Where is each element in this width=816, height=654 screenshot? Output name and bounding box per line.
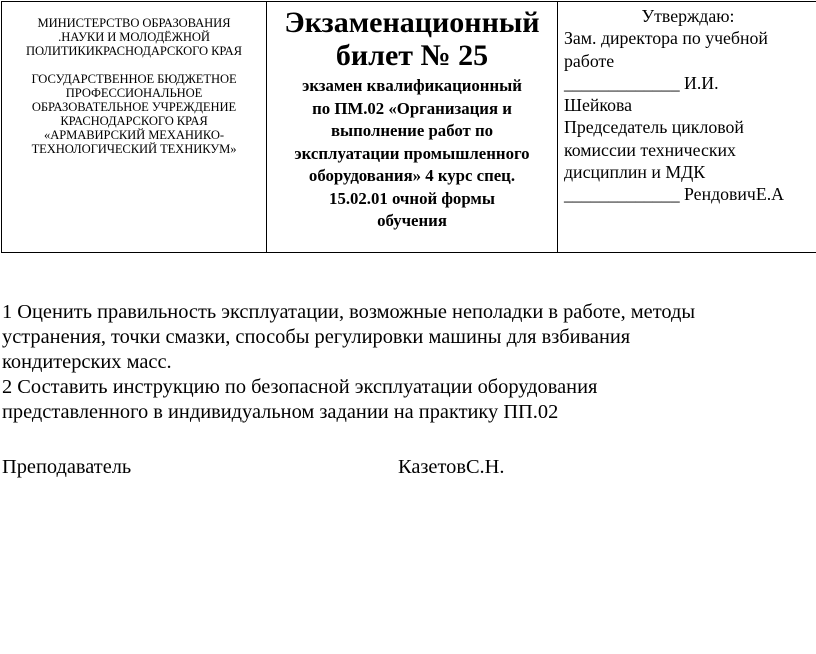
exam-questions	[2, 300, 802, 425]
question-line: устранения, точки смазки, способы регулировки машины для взбивания	[2, 326, 631, 348]
teacher-name: КазетовС.Н.	[398, 456, 505, 478]
ticket-subtitle	[267, 72, 557, 233]
question-line: 2 Составить инструкцию по безопасной эксплуатации оборудования	[2, 376, 598, 398]
ticket-title-line: Экзаменационный	[284, 6, 540, 39]
subtitle-line: по ПМ.02 «Организация и	[312, 98, 512, 118]
approval-signature-line: _____________ И.И.	[564, 72, 719, 93]
approval-line: Зам. директора по учебной	[564, 28, 768, 49]
subtitle-line: 15.02.01 очной формы	[329, 188, 495, 208]
teacher-label: Преподаватель	[2, 456, 132, 478]
org-line: МИНИСТЕРСТВО ОБРАЗОВАНИЯ	[37, 16, 231, 30]
approval-line: Шейкова	[564, 95, 633, 116]
ticket-title-cell	[267, 2, 558, 253]
approval-line: дисциплин и МДК	[564, 162, 706, 183]
organization-cell	[2, 2, 267, 253]
question-line: кондитерских масс.	[2, 351, 172, 373]
ticket-title	[267, 2, 557, 72]
subtitle-line: эксплуатации промышленного	[294, 143, 530, 163]
org-line: ПОЛИТИКИКРАСНОДАРСКОГО КРАЯ	[26, 44, 242, 58]
approval-line: Председатель цикловой	[564, 117, 744, 138]
approval-line: работе	[564, 50, 615, 71]
approval-block	[558, 2, 816, 206]
question-line: 1 Оценить правильность эксплуатации, возможные неполадки в работе, методы	[2, 301, 696, 323]
ticket-number: билет № 25	[335, 39, 489, 72]
org-line: ПРОФЕССИОНАЛЬНОЕ	[65, 86, 203, 100]
org-line: ОБРАЗОВАТЕЛЬНОЕ УЧРЕЖДЕНИЕ	[31, 100, 237, 114]
question-line: представленного в индивидуальном задании на практику ПП.02	[2, 401, 559, 423]
org-line: «АРМАВИРСКИЙ МЕХАНИКО-	[44, 128, 224, 142]
subtitle-line: оборудования» 4 курс спец.	[308, 166, 516, 185]
approval-heading: Утверждаю:	[641, 6, 735, 26]
org-line: .НАУКИ И МОЛОДЁЖНОЙ	[58, 30, 210, 44]
subtitle-line: экзамен квалификационный	[302, 76, 522, 95]
org-line: ТЕХНОЛОГИЧЕСКИЙ ТЕХНИКУМ»	[31, 142, 237, 156]
ticket-header-table	[1, 1, 816, 253]
approval-line: комиссии технических	[564, 139, 736, 160]
organization-block	[2, 2, 266, 156]
approval-cell	[558, 2, 816, 253]
approval-signature-line: _____________ РендовичЕ.А	[564, 184, 785, 205]
org-line: ГОСУДАРСТВЕННОЕ БЮДЖЕТНОЕ	[31, 72, 237, 86]
subtitle-line: обучения	[377, 211, 447, 230]
org-line: КРАСНОДАРСКОГО КРАЯ	[60, 114, 208, 128]
subtitle-line: выполнение работ по	[330, 121, 494, 140]
